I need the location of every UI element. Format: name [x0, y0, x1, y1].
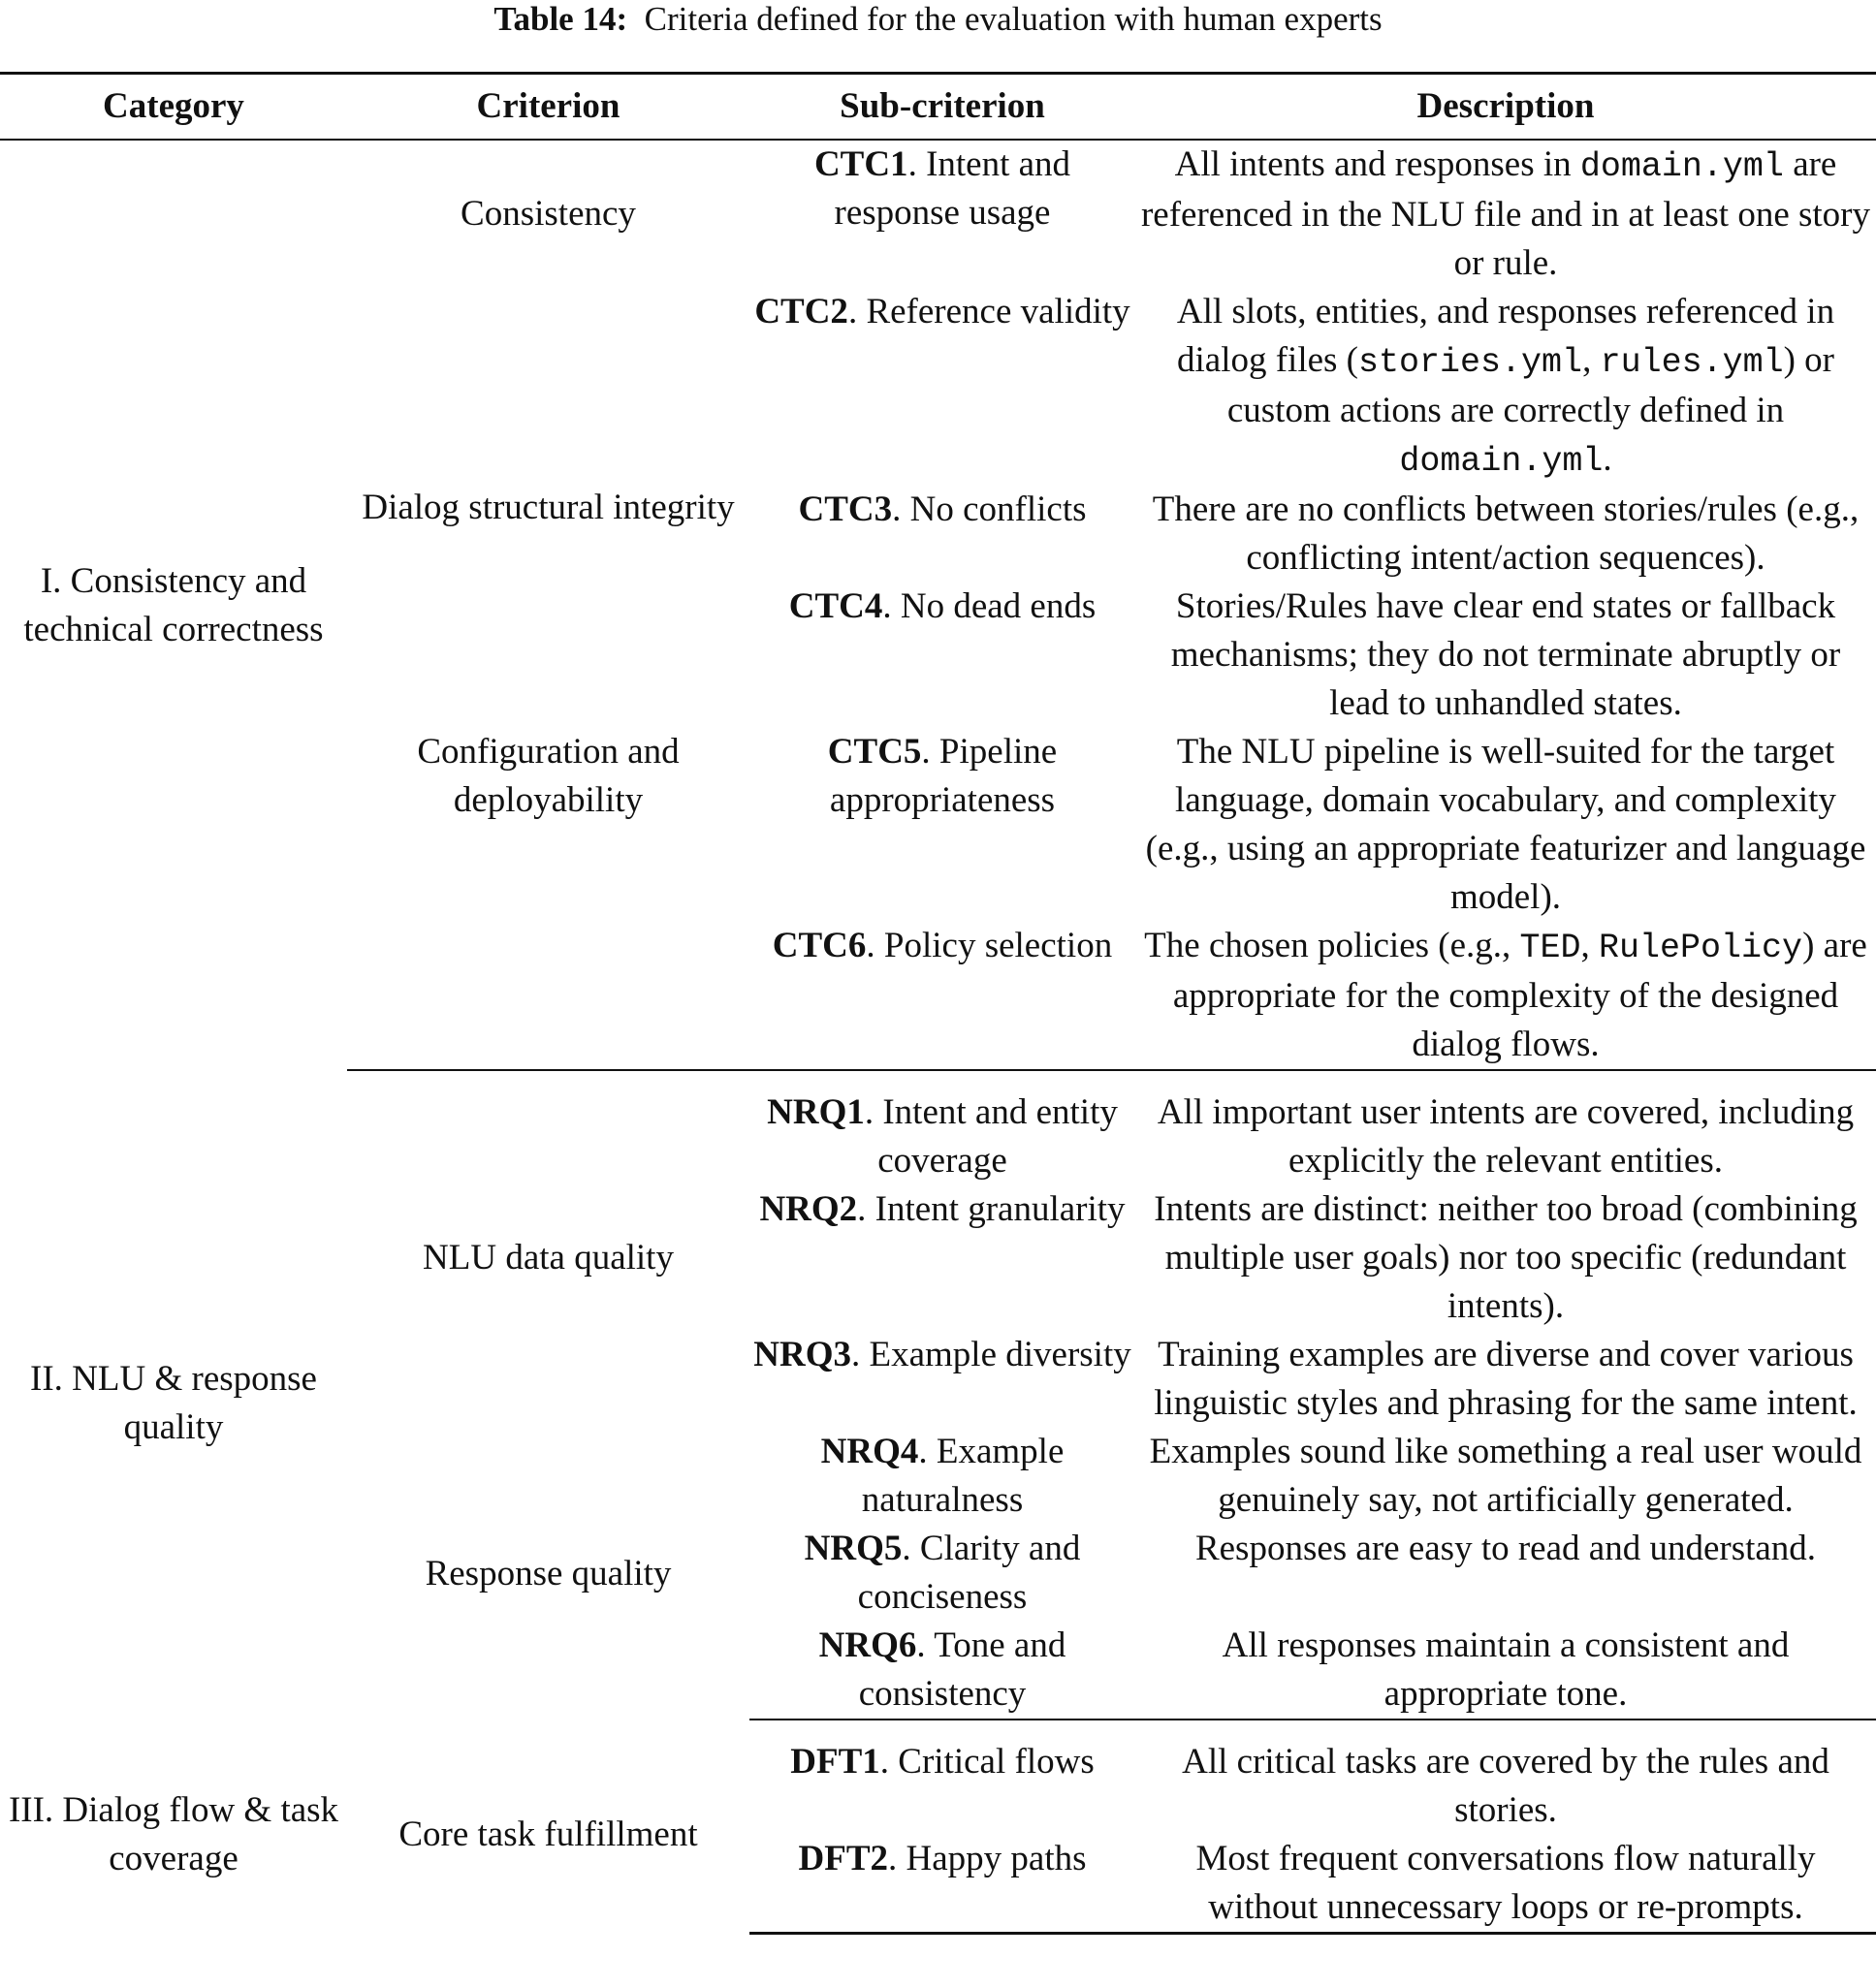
description-cell: Most frequent conversations flow naturally without unnecessary loops or re-prompts. — [1135, 1835, 1876, 1934]
subcriterion-cell — [749, 140, 1135, 288]
criterion-cell-empty — [347, 922, 749, 1070]
header-description: Description — [1135, 74, 1876, 141]
description-text: All slots, entities, and responses referenced in dialog files ( — [1176, 292, 1835, 380]
code-term: domain.yml — [1579, 147, 1784, 186]
subcriterion-name: . Pipeline appropriateness — [829, 732, 1058, 820]
subcriterion-code: DFT2 — [798, 1839, 888, 1878]
subcriterion-name: . Clarity and conciseness — [857, 1529, 1081, 1617]
description-cell: There are no conflicts between stories/rules (e.g., conflicting intent/action sequences). — [1152, 489, 1860, 578]
subcriterion-cell — [749, 1185, 1135, 1331]
subcriterion-cell — [749, 728, 1135, 922]
subcriterion-code: NRQ3 — [753, 1335, 851, 1374]
subcriterion-cell — [749, 486, 1135, 583]
subcriterion-cell — [749, 1331, 1135, 1428]
subcriterion-code: CTC4 — [788, 586, 883, 626]
subcriterion-cell — [749, 1070, 1135, 1185]
description-cell: Stories/Rules have clear end states or fallback mechanisms; they do not terminate abruptly or lead to unhandled states. — [1170, 586, 1841, 723]
code-term: stories.yml — [1358, 343, 1583, 382]
description-cell: Training examples are diverse and cover various linguistic styles and phrasing for the same intent. — [1154, 1335, 1858, 1423]
table-row — [0, 1070, 1876, 1185]
subcriterion-name: . Intent granularity — [857, 1189, 1126, 1229]
subcriterion-cell — [749, 922, 1135, 1070]
header-row — [0, 74, 1876, 141]
description-text: . — [1603, 439, 1612, 479]
category-cell: II. NLU & response quality — [30, 1359, 317, 1447]
header-subcriterion: Sub-criterion — [749, 74, 1135, 141]
caption-text: Criteria defined for the evaluation with human experts — [644, 0, 1383, 38]
subcriterion-code: CTC3 — [798, 489, 893, 529]
category-cell: III. Dialog flow & task coverage — [8, 1790, 339, 1879]
subcriterion-name: . No dead ends — [882, 586, 1097, 626]
code-term: RulePolicy — [1599, 929, 1803, 967]
table-row — [0, 140, 1876, 288]
description-text: , — [1582, 340, 1601, 380]
subcriterion-name: . Tone and consistency — [858, 1625, 1066, 1714]
criterion-cell: Configuration and deployability — [417, 732, 680, 820]
description-cell: Examples sound like something a real user would genuinely say, not artificially generated. — [1149, 1432, 1862, 1520]
subcriterion-name: . Intent and response usage — [834, 144, 1071, 233]
subcriterion-cell — [749, 1622, 1135, 1720]
subcriterion-cell — [749, 288, 1135, 486]
description-cell — [1135, 288, 1876, 486]
category-cell: I. Consistency and technical correctness — [23, 560, 324, 649]
subcriterion-name: . Example diversity — [850, 1335, 1131, 1374]
subcriterion-code: CTC6 — [772, 926, 867, 965]
subcriterion-name: . No conflicts — [892, 489, 1087, 529]
subcriterion-cell — [749, 1428, 1135, 1525]
subcriterion-code: CTC1 — [813, 144, 908, 184]
description-cell — [1135, 922, 1876, 1070]
header-category: Category — [0, 74, 347, 141]
description-cell: All critical tasks are covered by the rules and stories. — [1182, 1742, 1829, 1830]
description-cell: All responses maintain a consistent and appropriate tone. — [1135, 1622, 1876, 1720]
subcriterion-code: NRQ6 — [818, 1625, 917, 1665]
criterion-cell: Consistency — [461, 194, 636, 234]
code-term: rules.yml — [1600, 343, 1784, 382]
subcriterion-code: NRQ5 — [804, 1529, 903, 1568]
criterion-cell: NLU data quality — [423, 1238, 674, 1278]
subcriterion-cell — [749, 1835, 1135, 1934]
header-criterion: Criterion — [347, 74, 749, 141]
description-text: The chosen policies (e.g., — [1144, 926, 1520, 965]
subcriterion-name: . Reference validity — [847, 292, 1130, 331]
subcriterion-cell — [749, 1525, 1135, 1622]
table-row — [0, 1720, 1876, 1835]
criteria-table — [0, 72, 1876, 1935]
subcriterion-cell — [749, 1720, 1135, 1835]
criterion-cell: Core task fulfillment — [398, 1814, 698, 1855]
description-cell — [1135, 140, 1876, 288]
description-text: ) or custom actions are correctly defined in — [1226, 340, 1834, 430]
description-cell: All important user intents are covered, including explicitly the relevant entities. — [1157, 1092, 1855, 1181]
subcriterion-name: . Happy paths — [888, 1839, 1087, 1878]
description-cell: Intents are distinct: neither too broad (combining multiple user goals) nor too specific (redundant intents). — [1154, 1189, 1858, 1326]
description-cell: Responses are easy to read and understand. — [1194, 1529, 1817, 1568]
description-text: are referenced in the NLU file and in at least one story or rule. — [1140, 144, 1871, 283]
description-cell: The NLU pipeline is well-suited for the target language, domain vocabulary, and complexity (e.g., using an appropriate featurizer and language model). — [1145, 732, 1866, 917]
subcriterion-code: CTC5 — [827, 732, 922, 772]
description-text: ) are appropriate for the complexity of the designed dialog flows. — [1172, 926, 1867, 1064]
criterion-cell: Dialog structural integrity — [362, 488, 735, 527]
description-text: All intents and responses in — [1174, 144, 1580, 184]
criterion-cell: Response quality — [425, 1553, 672, 1594]
code-term: domain.yml — [1399, 442, 1604, 481]
subcriterion-code: NRQ2 — [759, 1189, 858, 1229]
subcriterion-code: DFT1 — [790, 1742, 880, 1782]
subcriterion-code: NRQ1 — [767, 1092, 865, 1132]
subcriterion-name: . Critical flows — [879, 1742, 1095, 1782]
subcriterion-name: . Example naturalness — [861, 1432, 1065, 1520]
code-term: TED — [1519, 929, 1581, 967]
subcriterion-name: . Policy selection — [866, 926, 1113, 965]
subcriterion-name: . Intent and entity coverage — [864, 1092, 1118, 1181]
subcriterion-code: CTC2 — [754, 292, 848, 331]
subcriterion-cell — [749, 583, 1135, 728]
subcriterion-code: NRQ4 — [820, 1432, 919, 1471]
caption-label: Table 14: — [493, 0, 628, 38]
table-caption — [0, 0, 1876, 43]
description-text: , — [1580, 926, 1600, 965]
